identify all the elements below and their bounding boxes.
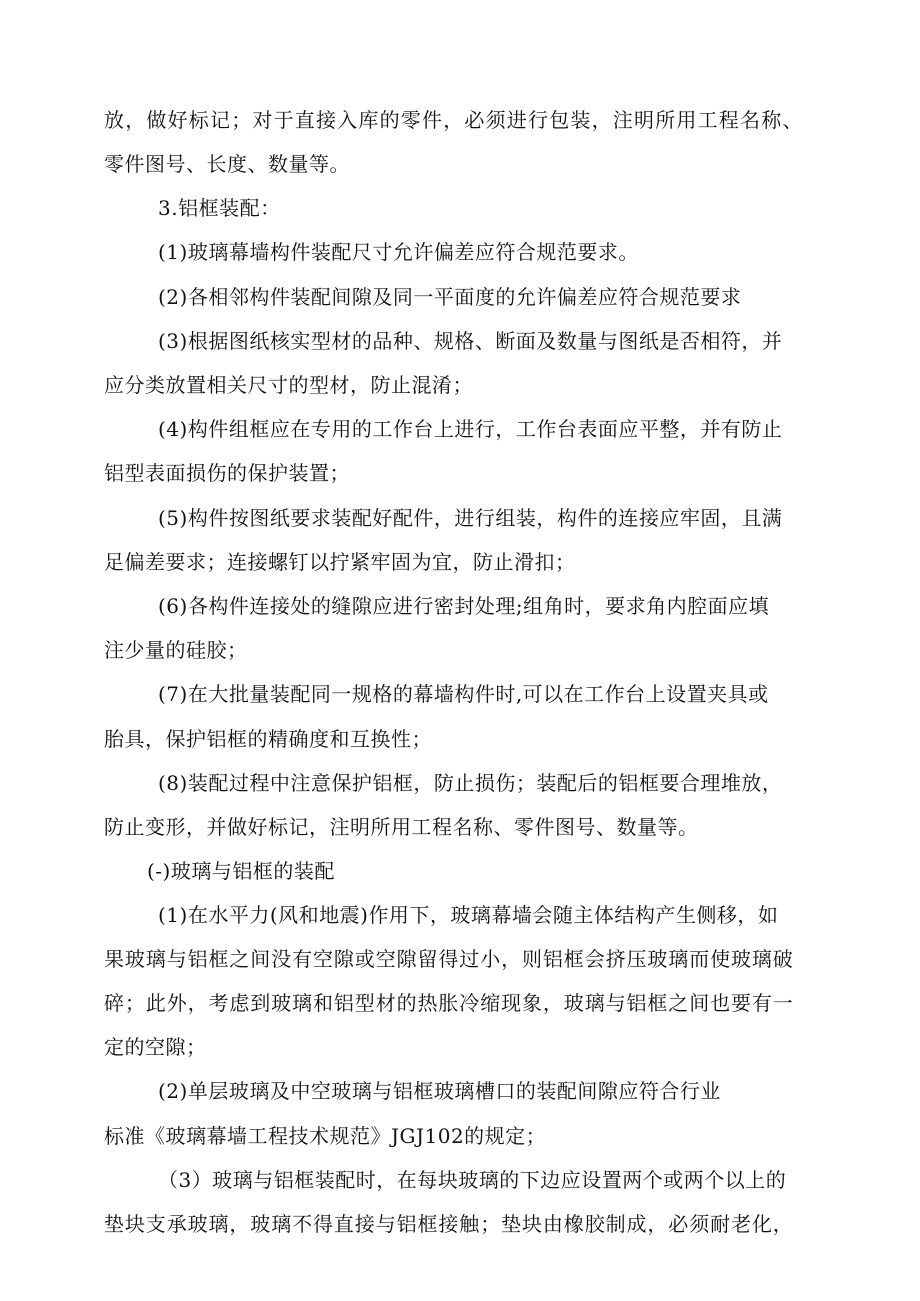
text-line: (1)在水平力(风和地震)作用下，玻璃幕墙会随主体结构产生侧移，如 xyxy=(158,903,779,927)
text-line: (7)在大批量装配同一规格的幕墙构件时,可以在工作台上设置夹具或 xyxy=(158,682,769,706)
text-line: （3）玻璃与铝框装配时，在每块玻璃的下边应设置两个或两个以上的 xyxy=(158,1168,787,1192)
text-line: 铝型表面损伤的保护装置； xyxy=(104,461,350,485)
text-line: 胎具，保护铝框的精确度和互换性； xyxy=(104,727,432,751)
text-line: 标准《玻璃幕墙工程技术规范》JGJ102的规定； xyxy=(104,1124,547,1148)
text-line: (5)构件按图纸要求装配好配件，进行组装，构件的连接应牢固，且满 xyxy=(158,506,783,530)
text-line: 应分类放置相关尺寸的型材，防止混淆； xyxy=(104,373,473,397)
text-line: (2)单层玻璃及中空玻璃与铝框玻璃槽口的装配间隙应符合行业 xyxy=(158,1079,721,1103)
text-line: (8)装配过程中注意保护铝框，防止损伤；装配后的铝框要合理堆放， xyxy=(158,771,783,795)
text-line: (2)各相邻构件装配间隙及同一平面度的允许偏差应符合规范要求 xyxy=(158,285,742,309)
text-line: (6)各构件连接处的缝隙应进行密封处理;组角时，要求角内腔面应填 xyxy=(158,594,770,618)
text-line: (4)构件组框应在专用的工作台上进行，工作台表面应平整，并有防止 xyxy=(158,417,783,441)
text-line: 注少量的硅胶； xyxy=(104,638,248,662)
text-line: (1)玻璃幕墙构件装配尺寸允许偏差应符合规范要求。 xyxy=(158,240,639,264)
text-line: 碎；此外，考虑到玻璃和铝型材的热胀冷缩现象，玻璃与铝框之间也要有一 xyxy=(104,991,794,1015)
text-line: 防止变形，并做好标记，注明所用工程名称、零件图号、数量等。 xyxy=(104,815,699,839)
text-line: 定的空隙； xyxy=(104,1035,207,1059)
section-heading: 3.铝框装配： xyxy=(158,196,281,220)
section-heading: (-)玻璃与铝框的装配 xyxy=(147,859,335,883)
text-line: 零件图号、长度、数量等。 xyxy=(104,152,350,176)
text-line: (3)根据图纸核实型材的品种、规格、断面及数量与图纸是否相符，并 xyxy=(158,329,783,353)
text-line: 垫块支承玻璃，玻璃不得直接与铝框接触；垫块由橡胶制成，必须耐老化， xyxy=(104,1212,794,1236)
text-line: 足偏差要求；连接螺钉以拧紧牢固为宜，防止滑扣； xyxy=(104,550,576,574)
text-line: 果玻璃与铝框之间没有空隙或空隙留得过小，则铝框会挤压玻璃而使玻璃破 xyxy=(104,947,794,971)
text-line: 放，做好标记；对于直接入库的零件，必须进行包装，注明所用工程名称、 xyxy=(104,108,804,132)
